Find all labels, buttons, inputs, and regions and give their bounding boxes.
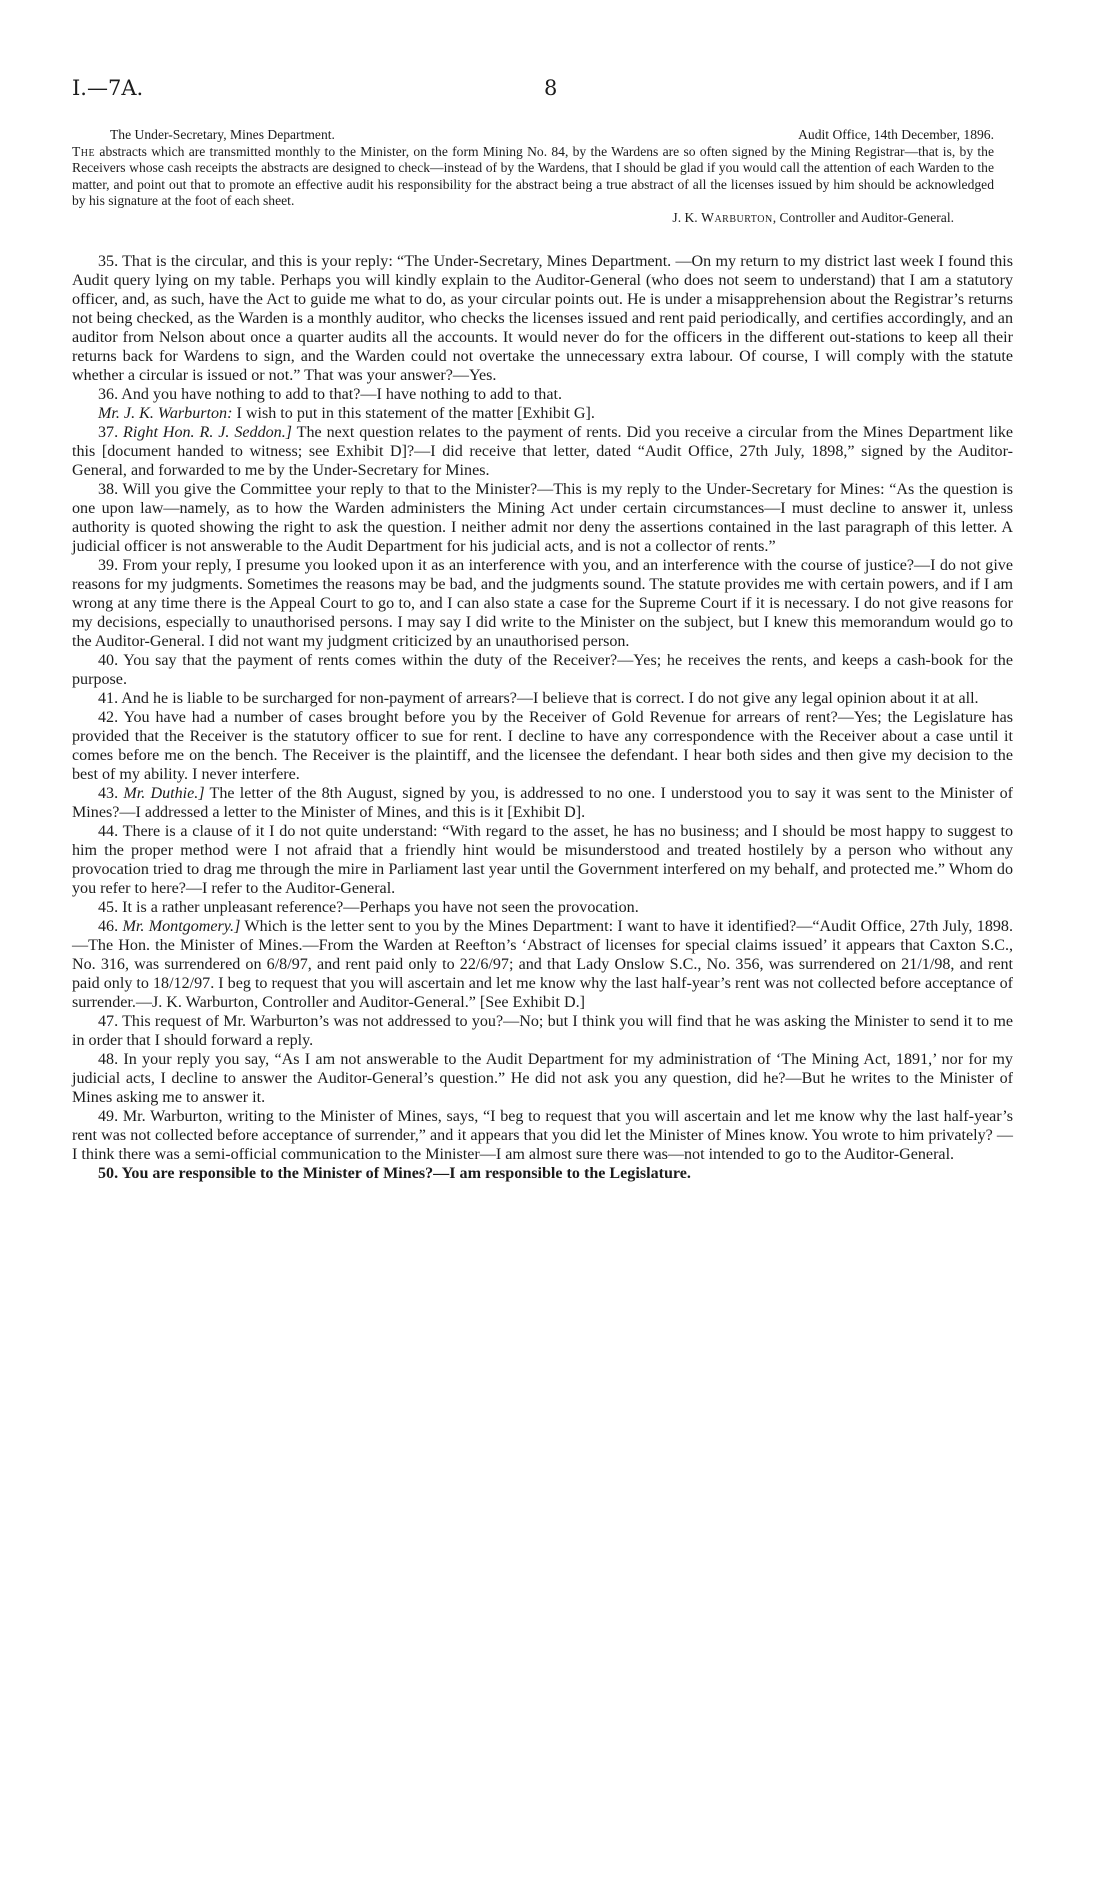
page-number: 8: [544, 76, 558, 100]
question-37: [72, 423, 1013, 480]
question-number: 35.: [98, 253, 119, 270]
question-36: [72, 385, 1013, 404]
speaker-name: Right Hon. R. J. Seddon.]: [123, 424, 293, 441]
question-number: 37.: [98, 424, 119, 441]
letter-addressee: The Under-Secretary, Mines Department.: [110, 127, 335, 142]
page-header: [72, 76, 1032, 106]
question-number: 36.: [98, 386, 119, 403]
question-text: In your reply you say, “As I am not answerable to the Audit Department for my administration of ‘The Mining Act, 1891,’ nor for my judicial acts, I decline to answer the Auditor-General’s question.” He did not ask you any question, did he?—But he writes to the Minister of Mines asking me to answer it.: [72, 1051, 1013, 1106]
question-text: It is a rather unpleasant reference?—Perhaps you have not seen the provocation.: [122, 899, 639, 916]
signature-title: , Controller and Auditor-General.: [772, 210, 954, 226]
question-43: [72, 784, 1013, 822]
question-text: That is the circular, and this is your reply: “The Under-Secretary, Mines Department. —On my return to my district last week I found this Audit query lying on my table. Perhaps you will kindly explain to the Auditor-General (who does not seem to understand) that I am a statutory officer, and, as such, have the Act to guide me what to do, as your circular points out. He is under a misapprehension about the Registrar’s returns not being checked, as the Warden is a monthly auditor, who checks the licenses issued and rent paid periodically, and certifies accordingly, and an auditor from Nelson about once a quarter audits all the accounts. It would never do for the officers in the different out-stations to keep all their returns back for Wardens to sign, and the Warden could not overtake the unnecessary extra labour. Of course, I will comply with the statute whether a circular is issued or not.” That was your answer?—Yes.: [72, 253, 1013, 384]
question-text: And you have nothing to add to that?—I have nothing to add to that.: [121, 386, 562, 403]
question-text: You have had a number of cases brought before you by the Receiver of Gold Revenue for arrears of rent?—Yes; the Legislature has provided that the Receiver is the statutory officer to sue for rent. I decline to have any correspondence with the Receiver about a case until it comes before me on the bench. The Receiver is the plaintiff, and the licensee the defendant. I hear both sides and then give my decision to the best of my ability. I never interfere.: [72, 709, 1014, 783]
question-49: [72, 1107, 1013, 1164]
letter-heading: [72, 127, 994, 144]
question-number: 47.: [98, 1013, 119, 1030]
question-number: 48.: [98, 1051, 119, 1068]
letter-origin: Audit Office, 14th December, 1896.: [798, 127, 994, 142]
question-text: The next question relates to the payment of rents. Did you receive a circular from the Mines Department like this [document handed to witness; see Exhibit D]?—I did receive that letter, dated “Audit Office, 27th July, 1898,” signed by the Auditor-General, and forwarded to me by the Under-Secretary for Mines.: [72, 424, 1014, 479]
question-number: 49.: [98, 1108, 119, 1125]
letter-body-text: abstracts which are transmitted monthly to the Minister, on the form Mining No. 84, by the Wardens are so often signed by the Mining Registrar—that is, by the Receivers whose cash receipts the abstracts are designed to check—instead of by the Wardens, that I should be glad if you would call the attention of each Warden to the matter, and point out that to promote an effective audit his responsibility for the abstract being a true abstract of all the licenses issued by him should be acknowledged by his signature at the foot of each sheet.: [72, 144, 994, 208]
question-35: [72, 252, 1013, 385]
question-45: [72, 898, 1013, 917]
letter-body: [72, 144, 994, 209]
question-number: 39.: [98, 557, 119, 574]
question-text: The letter of the 8th August, signed by you, is addressed to no one. I understood you to say it was sent to the Minister of Mines?—I addressed a letter to the Minister of Mines, and this is it [Exhibit D].: [72, 785, 1014, 821]
question-46: [72, 917, 1013, 1012]
statement-warburton: [72, 404, 1013, 423]
question-text: There is a clause of it I do not quite understand: “With regard to the asset, he has no business; and I should be most happy to suggest to him the proper method were I not afraid that a friendly hint would be misunderstood and treated hostilely by a person who without any provocation tried to drag me through the mire in Parliament last year until the Government interfered on my behalf, and protected me.” Whom do you refer to here?—I refer to the Auditor-General.: [72, 823, 1014, 897]
question-44: [72, 822, 1013, 898]
question-42: [72, 708, 1013, 784]
evidence-section: [72, 252, 1013, 1183]
question-number: 42.: [98, 709, 119, 726]
question-text: I wish to put in this statement of the matter [Exhibit G].: [236, 405, 595, 422]
circular-letter: [72, 127, 994, 226]
question-number: 40.: [98, 652, 119, 669]
speaker-name: Mr. Duthie.]: [123, 785, 205, 802]
question-text: This request of Mr. Warburton’s was not addressed to you?—No; but I think you will find that he was asking the Minister to send it to me in order that I should forward a reply.: [72, 1013, 1013, 1049]
question-text: You say that the payment of rents comes within the duty of the Receiver?—Yes; he receives the rents, and keeps a cash-book for the purpose.: [72, 652, 1013, 688]
question-39: [72, 556, 1013, 651]
question-text: Will you give the Committee your reply to that to the Minister?—This is my reply to the Under-Secretary for Mines: “As the question is one upon law—namely, as to how the Warden administers the Mining Act under certain circumstances—I must decline to answer it, unless authority is quoted showing the right to ask the question. I neither admit nor deny the assertions contained in the last paragraph of this letter. A judicial officer is not answerable to the Audit Department for his judicial acts, and is not a collector of rents.”: [72, 481, 1013, 555]
question-number: 43.: [98, 785, 119, 802]
question-number: 44.: [98, 823, 119, 840]
signature-initials: J. K.: [672, 210, 698, 226]
question-41: [72, 689, 1013, 708]
question-number: 38.: [98, 481, 119, 498]
letter-signature: [72, 210, 954, 226]
page-code: I.—7A.: [72, 76, 144, 100]
speaker-name: Mr. J. K. Warburton:: [98, 405, 233, 422]
signature-name: Warburton: [701, 210, 773, 226]
letter-body-lead: The: [72, 144, 96, 159]
question-50: [72, 1164, 1013, 1183]
question-38: [72, 480, 1013, 556]
question-text: And he is liable to be surcharged for non-payment of arrears?—I believe that is correct. I do not give any legal opinion about it at all.: [121, 690, 979, 707]
question-number: 41.: [98, 690, 119, 707]
question-text: Mr. Warburton, writing to the Minister of Mines, says, “I beg to request that you will ascertain and let me know why the last half-year’s rent was not collected before acceptance of surrender,” and it appears that you did let the Minister of Mines know. You wrote to him privately? —I think there was a semi-official communication to the Minister—I am almost sure there was—not intended to go to the Auditor-General.: [72, 1108, 1013, 1163]
question-text: Which is the letter sent to you by the Mines Department: I want to have it identified?—“Audit Office, 27th July, 1898.—The Hon. the Minister of Mines.—From the Warden at Reefton’s ‘Abstract of licenses for special claims issued’ it appears that Caxton S.C., No. 316, was surrendered on 6/8/97, and rent paid only to 22/6/97; and that Lady Onslow S.C., No. 356, was surrendered on 21/1/98, and rent paid only to 18/12/97. I beg to request that you will ascertain and let me know why the last half-year’s rent was not collected before acceptance of surrender.—J. K. Warburton, Controller and Auditor-General.” [See Exhibit D.]: [72, 918, 1013, 1011]
question-text: You are responsible to the Minister of Mines?—I am responsible to the Legislature.: [121, 1165, 691, 1182]
question-number: 46.: [98, 918, 119, 935]
question-number: 50.: [98, 1165, 119, 1182]
question-number: 45.: [98, 899, 119, 916]
question-48: [72, 1050, 1013, 1107]
question-40: [72, 651, 1013, 689]
question-text: From your reply, I presume you looked upon it as an interference with you, and an interference with the course of justice?—I do not give reasons for my judgments. Sometimes the reasons may be bad, and the judgments sound. The statute provides me with certain powers, and if I am wrong at any time there is the Appeal Court to go to, and I can also state a case for the Supreme Court if it is necessary. I do not give reasons for my decisions, especially to unauthorised persons. I may say I did write to the Minister on the subject, but I knew this memorandum would go to the Auditor-General. I did not want my judgment criticized by an unauthorised person.: [72, 557, 1013, 650]
question-47: [72, 1012, 1013, 1050]
speaker-name: Mr. Montgomery.]: [122, 918, 241, 935]
